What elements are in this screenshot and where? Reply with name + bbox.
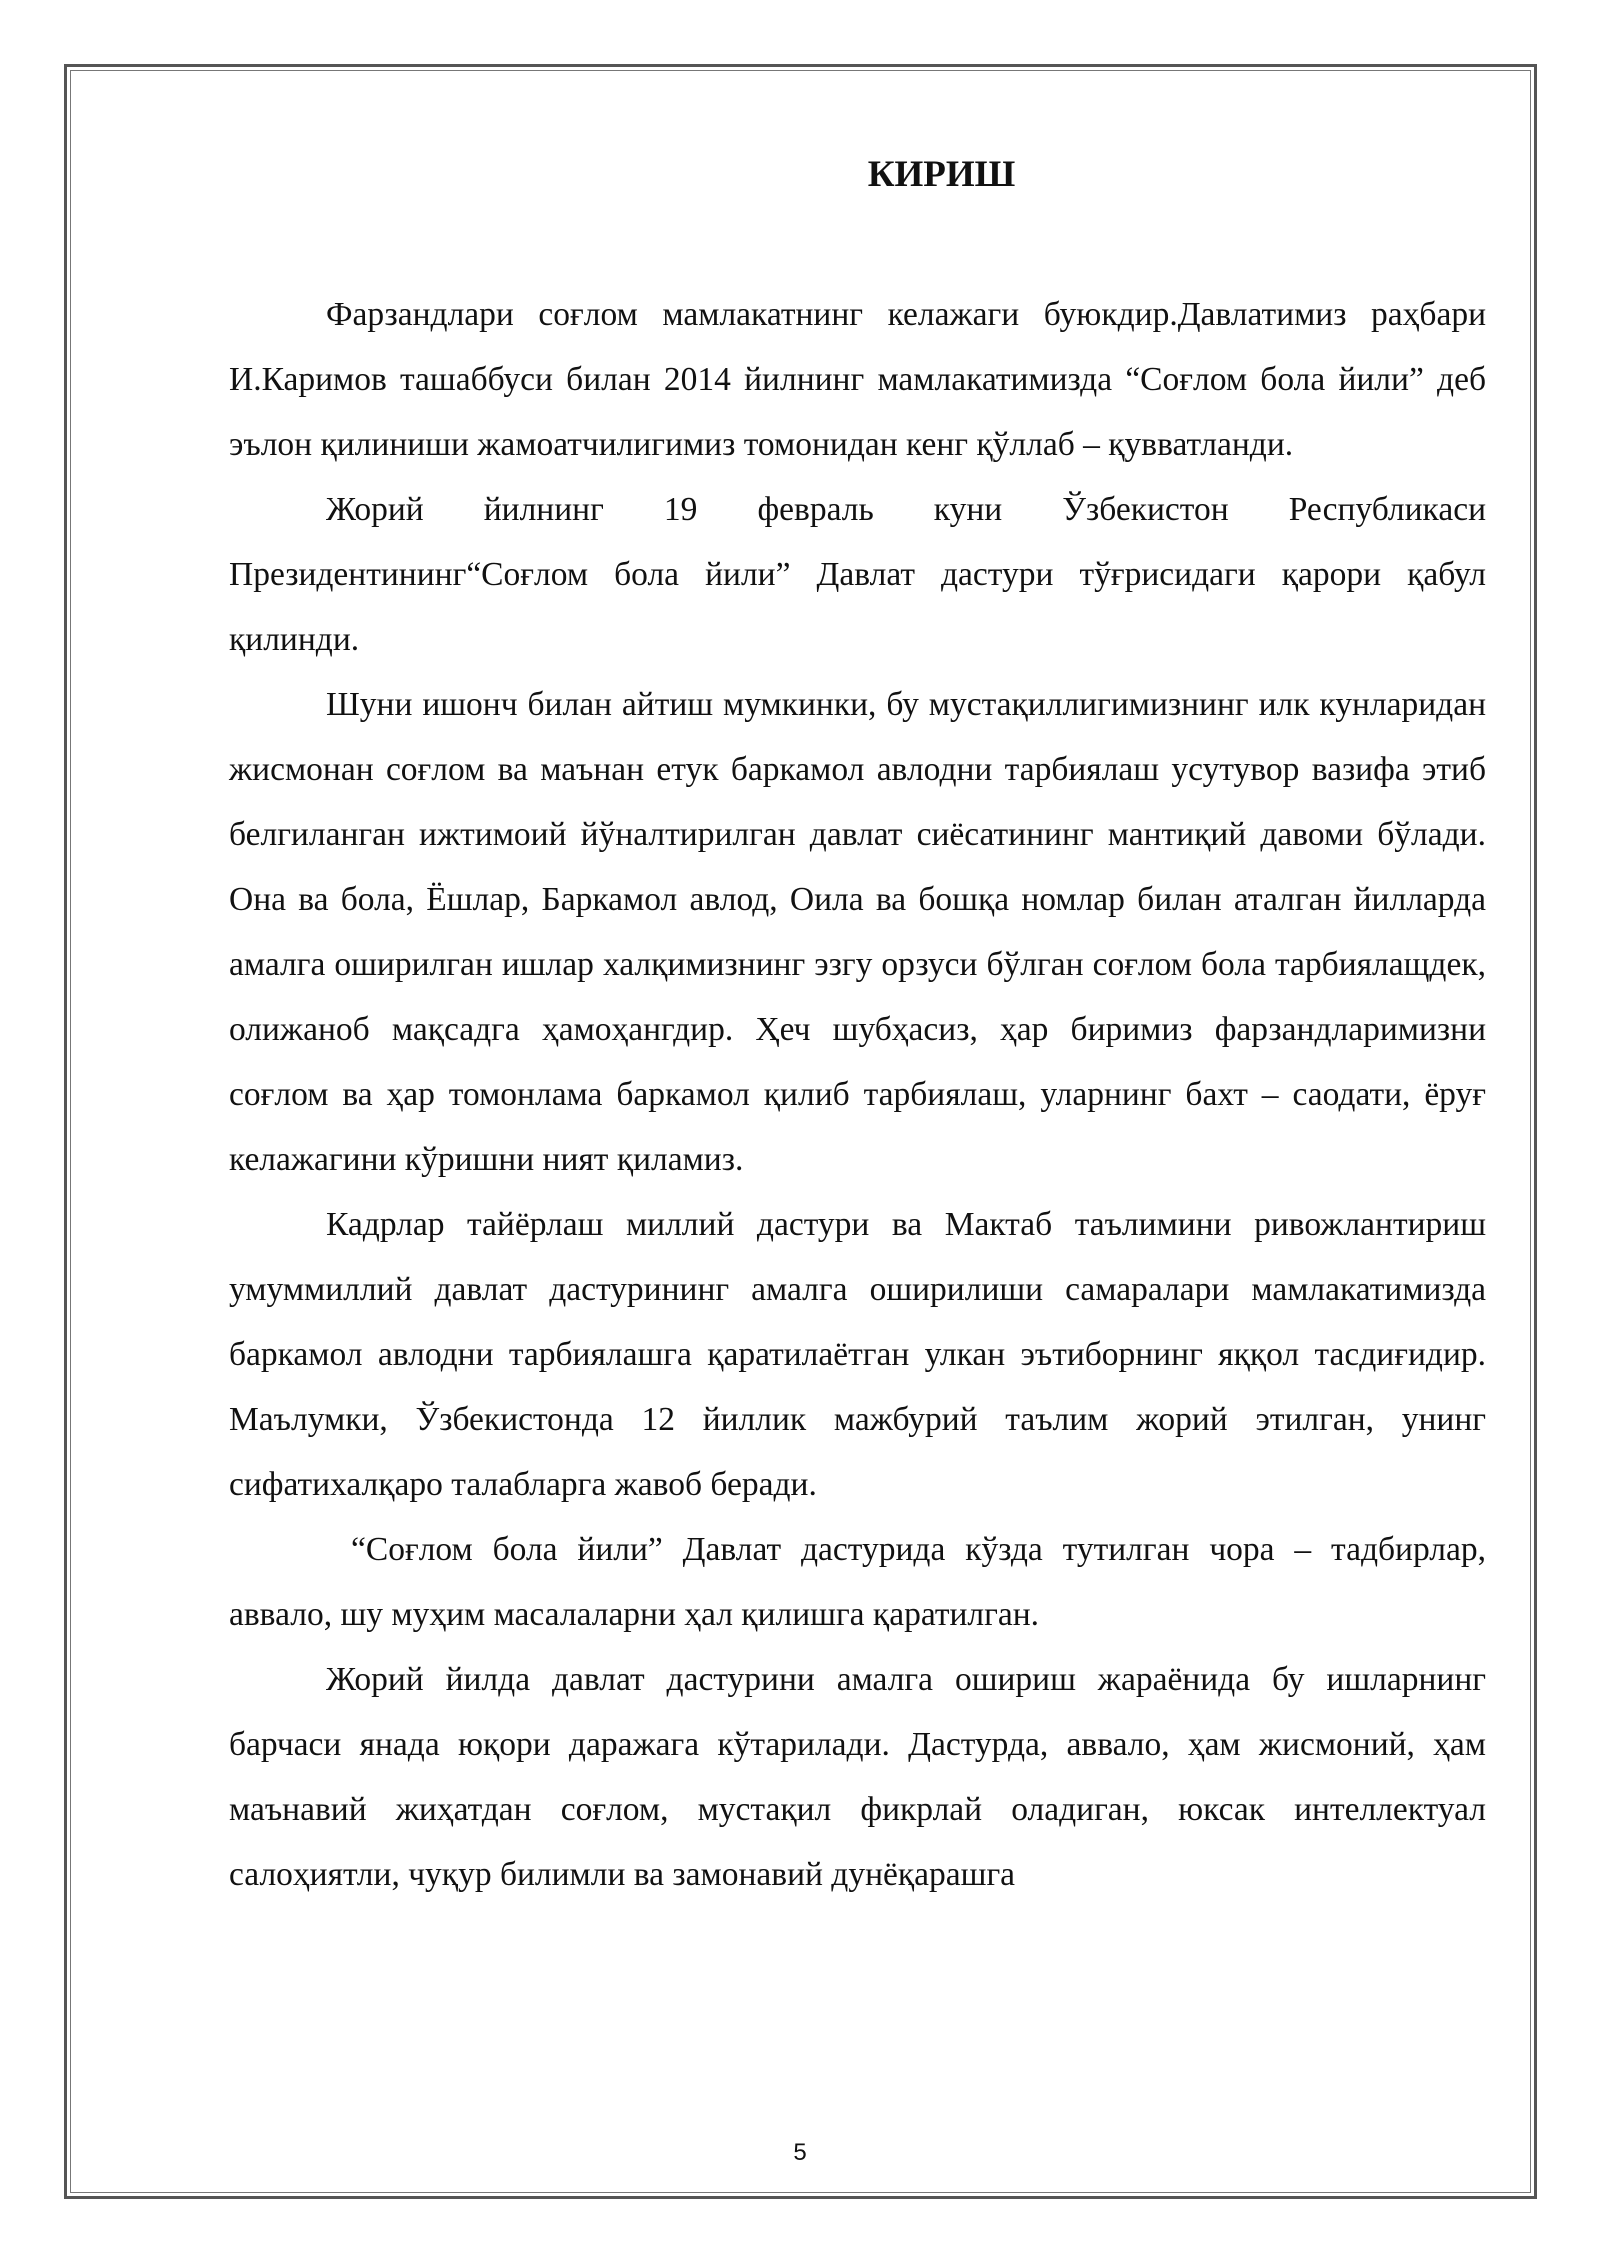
paragraph-5: “Соғлом бола йили” Давлат дастурида кўзда тутилган чора – тадбирлар, аввало, шу муҳим масалаларни ҳал қилишга қаратилган. [229, 1531, 1486, 1633]
paragraph-6: Жорий йилда давлат дастурини амалга ошириш жараёнида бу ишларнинг барчаси янада юқори даражага кўтарилади. Дастурда, аввало, ҳам жисмоний, ҳам маънавий жиҳатдан соғлом, мустақил фикрлай оладиган, юксак интеллектуал салоҳиятли, чуқур билимли ва замонавий дунёқарашга [229, 1661, 1486, 1893]
paragraph-2: Жорий йилнинг 19 февраль куни Ўзбекистон Республикаси Президентининг“Соғлом бола йили” Давлат дастури тўғрисидаги қарори қабул қилинди. [229, 491, 1486, 658]
paragraph-1: Фарзандлари соғлом мамлакатнинг келажаги буюкдир.Давлатимиз раҳбари И.Каримов ташаббуси билан 2014 йилнинг мамлакатимизда “Соғлом бола йили” деб эълон қилиниши жамоатчилигимиз томонидан кенг қўллаб – қувватланди. [229, 296, 1486, 463]
paragraph-3: Шуни ишонч билан айтиш мумкинки, бу мустақиллигимизнинг илк кунларидан жисмонан соғлом ва маънан етук баркамол авлодни тарбиялаш усутувор вазифа этиб белгиланган ижтимоий йўналтирилган давлат сиёсатининг мантиқий давоми бўлади. Она ва бола, Ёшлар, Баркамол авлод, Оила ва бошқа номлар билан аталган йилларда амалга оширилган ишлар халқимизнинг эзгу орзуси бўлган соғлом бола тарбиялащдек, олижаноб мақсадга ҳамоҳангдир. Ҳеч шубҳасиз, ҳар биримиз фарзандларимизни соғлом ва ҳар томонлама баркамол қилиб тарбиялаш, уларнинг бахт – саодати, ёруғ келажагини кўришни ният қиламиз. [229, 686, 1486, 1178]
page-title: КИРИШ [867, 154, 1016, 195]
document-body [229, 282, 1486, 1907]
page-number: 5 [793, 2139, 807, 2166]
paragraph-4: Кадрлар тайёрлаш миллий дастури ва Мактаб таълимини ривожлантириш умуммиллий давлат дастурининг амалга оширилиши самаралари мамлакатимизда баркамол авлодни тарбиялашга қаратилаётган улкан эътиборнинг яққол тасдиғидир. Маълумки, Ўзбекистонда 12 йиллик мажбурий таълим жорий этилган, унинг сифатихалқаро талабларга жавоб беради. [229, 1206, 1486, 1503]
